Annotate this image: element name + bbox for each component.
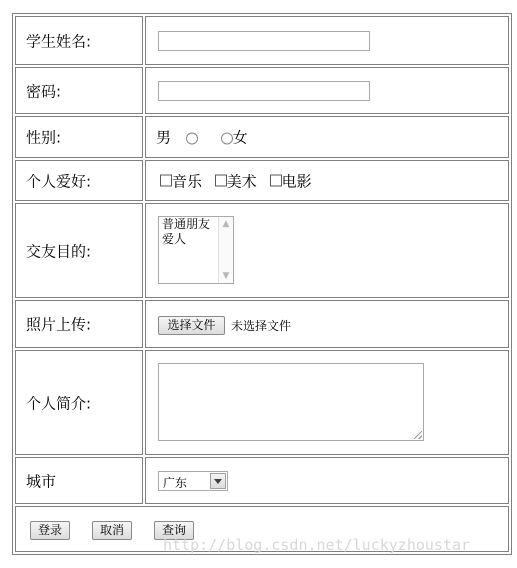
password-input[interactable] xyxy=(158,81,370,101)
gender-label: 性别: xyxy=(26,128,62,147)
label-cell-password xyxy=(15,67,143,114)
listbox-scrollbar[interactable] xyxy=(218,217,233,283)
login-button[interactable]: 登录 xyxy=(30,521,70,540)
scroll-up-icon[interactable]: ▲ xyxy=(222,219,230,229)
city-label: 城市 xyxy=(26,472,57,490)
watermark-text: http://blog.csdn.net/luckyzhoustar xyxy=(163,536,471,554)
label-cell-hobby xyxy=(15,160,143,201)
choose-file-button[interactable]: 选择文件 xyxy=(158,316,225,335)
hobby-movie-label: 电影 xyxy=(281,172,312,190)
purpose-option-friend[interactable]: 普通朋友 xyxy=(162,217,211,231)
label-cell-name xyxy=(15,16,143,65)
cancel-button[interactable]: 取消 xyxy=(92,521,132,540)
label-cell-purpose xyxy=(15,203,143,298)
city-selected-value: 广东 xyxy=(163,475,188,490)
hobby-label: 个人爱好: xyxy=(26,172,92,190)
scroll-down-icon[interactable]: ▼ xyxy=(222,271,230,281)
gender-male-label: 男 xyxy=(156,128,172,147)
gender-options xyxy=(156,127,248,148)
hobby-movie-checkbox[interactable] xyxy=(270,175,282,187)
hobby-music-label: 音乐 xyxy=(172,172,203,190)
value-cell-purpose xyxy=(145,203,509,298)
chevron-down-icon[interactable] xyxy=(210,473,226,489)
password-label: 密码: xyxy=(26,82,62,100)
city-select[interactable] xyxy=(158,471,228,491)
purpose-listbox[interactable] xyxy=(158,216,234,284)
label-cell-intro xyxy=(15,350,143,455)
label-cell-gender xyxy=(15,116,143,158)
name-label: 学生姓名: xyxy=(26,32,92,50)
gender-female-radio[interactable] xyxy=(221,132,233,144)
query-button[interactable]: 查询 xyxy=(154,521,194,540)
hobby-art-checkbox[interactable] xyxy=(215,175,227,187)
file-status-text: 未选择文件 xyxy=(231,319,292,333)
photo-label: 照片上传: xyxy=(26,315,92,334)
hobby-options xyxy=(160,170,312,191)
value-cell-gender xyxy=(145,116,509,158)
value-cell-hobby xyxy=(145,160,509,201)
hobby-art-label: 美术 xyxy=(226,172,257,190)
value-cell-photo xyxy=(145,300,509,348)
gender-female-label: 女 xyxy=(232,128,248,147)
label-cell-city xyxy=(15,457,143,504)
purpose-option-lover[interactable]: 爱人 xyxy=(162,232,187,246)
purpose-label: 交友目的: xyxy=(26,242,92,260)
hobby-music-checkbox[interactable] xyxy=(160,175,172,187)
student-name-input[interactable] xyxy=(158,31,370,51)
intro-label: 个人简介: xyxy=(26,394,92,412)
value-cell-name xyxy=(145,16,509,65)
intro-textarea[interactable] xyxy=(158,363,424,441)
resize-grip-icon[interactable] xyxy=(414,431,422,439)
value-cell-intro xyxy=(145,350,509,455)
registration-form-table xyxy=(12,13,512,555)
label-cell-photo xyxy=(15,300,143,348)
value-cell-city xyxy=(145,457,509,504)
gender-male-radio[interactable] xyxy=(186,132,198,144)
value-cell-password xyxy=(145,67,509,114)
